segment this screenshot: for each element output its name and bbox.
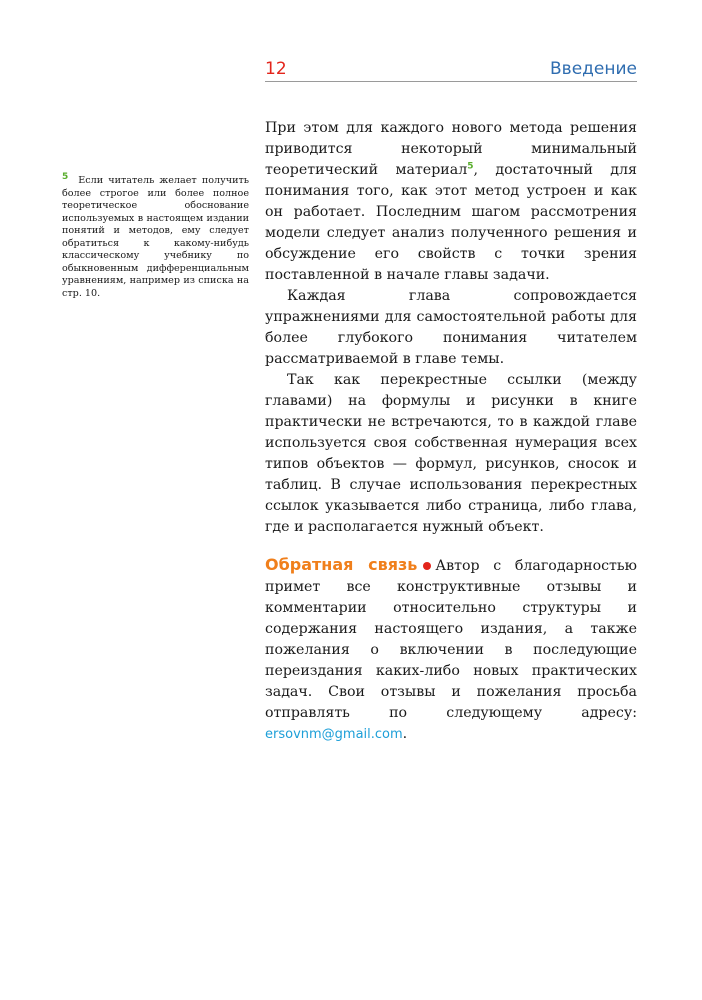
paragraph-2: Каждая глава сопровождается упражнениями для самостоятельной работы для более глубокого понимания читателем рассматриваемой в главе темы. [265, 288, 637, 367]
page-number: 12 [265, 59, 287, 79]
paragraph-1-text-end: , достаточный для понимания того, как этот метод устроен и как он работает. Последним шагом рассмотрения модели следует анализ полученного решения и обсуждение его свойств с точки зрения поставленной в начале главы задачи. [265, 162, 637, 283]
page-header [265, 57, 637, 82]
paragraph-1 [265, 118, 637, 286]
footnote-text: Если читатель желает получить более строгое или более полное теоретическое обоснование используемых в настоящем издании понятий и методов, ему следует обратиться к какому-нибудь классическому учебнику по обыкновенным дифференциальным уравнениям, например из списка на стр. 10. [62, 175, 249, 299]
running-title: Введение [550, 59, 637, 79]
email-link[interactable]: ersovnm@gmail.com [265, 727, 403, 742]
main-text [265, 118, 637, 745]
footnote-mark: 5 [62, 171, 69, 182]
feedback-text: Автор с благодарностью примет все конструктивные отзывы и комментарии относительно структуры и содержания настоящего издания, а также пожелания о включении в последующие переиздания каких-либо новых практических задач. Свои отзывы и пожелания просьба отправлять по следующему адресу: [265, 558, 637, 721]
feedback-end: . [402, 726, 408, 742]
footnote-reference[interactable]: 5 [467, 161, 474, 172]
paragraph-1-text-start: При этом для каждого нового метода решения приводится некоторый минимальный теоретический материал [265, 120, 637, 178]
bullet-icon [423, 562, 431, 570]
feedback-paragraph [265, 554, 637, 745]
paragraph-3: Так как перекрестные ссылки (между главами) на формулы и рисунки в книге практически не встречаются, то в каждой главе используется своя собственная нумерация всех типов объектов — формул, рисунков, сносок и таблиц. В случае использования перекрестных ссылок указывается либо страница, либо глава, где и располагается нужный объект. [265, 372, 637, 535]
feedback-heading: Обратная связь [265, 555, 418, 574]
margin-footnote [62, 171, 249, 300]
